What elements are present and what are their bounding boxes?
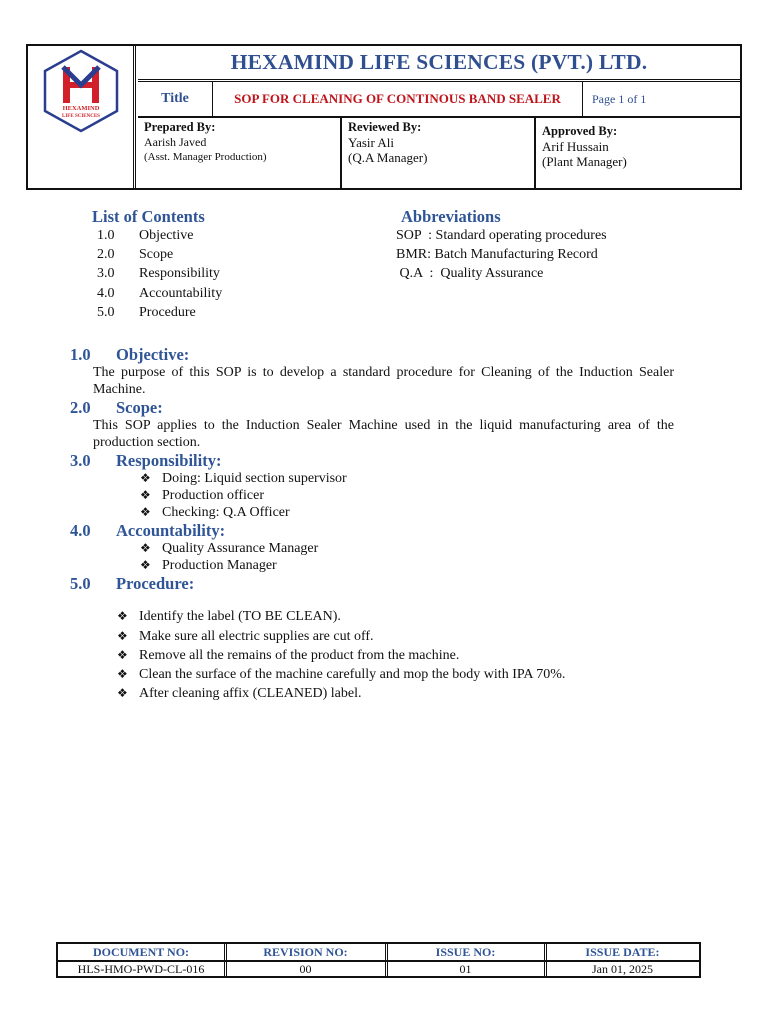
approved-by-name: Arif Hussain [542, 139, 609, 154]
diamond-bullet-icon: ❖ [140, 488, 151, 502]
approved-by-designation: (Plant Manager) [542, 154, 627, 169]
toc-number: 1.0 [97, 228, 115, 243]
signatories-row [138, 118, 740, 188]
responsibility-item [140, 487, 264, 504]
reviewed-by-cell [342, 118, 536, 188]
toc-item [97, 286, 222, 302]
diamond-bullet-icon: ❖ [140, 505, 151, 519]
abbreviations-heading: Abbreviations [401, 207, 501, 226]
diamond-bullet-icon: ❖ [117, 686, 128, 700]
toc-number: 5.0 [97, 305, 115, 320]
toc-label: Accountability [139, 286, 223, 301]
section-number: 2.0 [70, 398, 91, 417]
section-number: 1.0 [70, 345, 91, 364]
issue-date-header: ISSUE DATE: [585, 944, 660, 959]
accountability-item [140, 540, 318, 557]
procedure-step [117, 647, 459, 664]
section-number: 4.0 [70, 521, 91, 540]
list-item-text: Make sure all electric supplies are cut off. [139, 629, 374, 644]
toc-item [97, 228, 193, 244]
toc-item [97, 247, 173, 263]
scope-text: This SOP applies to the Induction Sealer Machine used in the liquid manufacturing area of the production section. [93, 418, 674, 450]
reviewed-by-label: Reviewed By: [348, 120, 422, 134]
section-number: 5.0 [70, 574, 91, 593]
procedure-step [117, 628, 374, 645]
toc-item [97, 305, 196, 321]
list-item-text: Quality Assurance Manager [162, 541, 319, 556]
revision-no-header: REVISION NO: [263, 944, 348, 959]
company-logo [39, 49, 123, 133]
section-heading-objective: Objective: [116, 345, 190, 364]
section-heading-accountability: Accountability: [116, 521, 226, 540]
approved-by-cell [536, 118, 740, 188]
logo-cell [28, 46, 136, 188]
abbreviation-item: SOP : Standard operating procedures [396, 228, 607, 243]
toc-label: Procedure [139, 305, 196, 320]
approved-by-label: Approved By: [542, 124, 618, 138]
contents-heading: List of Contents [92, 207, 205, 226]
doc-no-header: DOCUMENT NO: [92, 944, 190, 959]
toc-number: 3.0 [97, 266, 115, 281]
diamond-bullet-icon: ❖ [117, 609, 128, 623]
issue-no-value: 01 [459, 961, 472, 976]
accountability-item [140, 557, 277, 574]
section-heading-procedure: Procedure: [116, 574, 195, 593]
toc-number: 4.0 [97, 286, 115, 301]
title-row [138, 82, 740, 118]
diamond-bullet-icon: ❖ [117, 667, 128, 681]
list-item-text: After cleaning affix (CLEANED) label. [139, 686, 362, 701]
prepared-by-designation: (Asst. Manager Production) [144, 151, 267, 163]
list-item-text: Clean the surface of the machine carefully and mop the body with IPA 70%. [139, 667, 566, 682]
section-number: 3.0 [70, 451, 91, 470]
procedure-step [117, 666, 565, 683]
sop-title: SOP FOR CLEANING OF CONTINOUS BAND SEALER [213, 82, 583, 116]
diamond-bullet-icon: ❖ [117, 648, 128, 662]
revision-no-value: 00 [299, 961, 312, 976]
objective-text: The purpose of this SOP is to develop a standard procedure for Cleaning of the Induction Sealer Machine. [93, 365, 674, 397]
reviewed-by-designation: (Q.A Manager) [348, 150, 428, 165]
list-item-text: Identify the label (TO BE CLEAN). [139, 609, 341, 624]
svg-text:HEXAMIND: HEXAMIND [62, 105, 100, 112]
diamond-bullet-icon: ❖ [140, 471, 151, 485]
issue-date-value: Jan 01, 2025 [592, 961, 653, 976]
diamond-bullet-icon: ❖ [140, 541, 151, 555]
responsibility-item [140, 470, 347, 487]
procedure-step [117, 608, 341, 625]
list-item-text: Doing: Liquid section supervisor [162, 471, 347, 486]
list-item-text: Remove all the remains of the product from the machine. [139, 648, 460, 663]
doc-no-value: HLS-HMO-PWD-CL-016 [77, 961, 205, 976]
diamond-bullet-icon: ❖ [140, 558, 151, 572]
company-name: HEXAMIND LIFE SCIENCES (PVT.) LTD. [138, 46, 740, 82]
reviewed-by-name: Yasir Ali [348, 135, 395, 150]
abbreviation-item: BMR: Batch Manufacturing Record [396, 247, 598, 262]
document-header [26, 44, 742, 190]
prepared-by-cell [138, 118, 342, 188]
toc-item [97, 266, 220, 282]
prepared-by-label: Prepared By: [144, 120, 216, 134]
toc-label: Responsibility [139, 266, 220, 281]
page-number: Page 1 of 1 [592, 91, 647, 106]
issue-no-header: ISSUE NO: [435, 944, 496, 959]
procedure-step [117, 685, 362, 702]
toc-label: Scope [139, 247, 174, 262]
abbreviation-item: Q.A : Quality Assurance [396, 266, 544, 281]
toc-label: Objective [139, 228, 194, 243]
list-item-text: Production Manager [162, 558, 277, 573]
prepared-by-name: Aarish Javed [144, 135, 207, 149]
section-heading-scope: Scope: [116, 398, 163, 417]
diamond-bullet-icon: ❖ [117, 629, 128, 643]
toc-number: 2.0 [97, 247, 115, 262]
list-item-text: Production officer [162, 488, 264, 503]
list-item-text: Checking: Q.A Officer [162, 505, 290, 520]
section-heading-responsibility: Responsibility: [116, 451, 222, 470]
document-control-table [56, 942, 701, 978]
svg-text:LIFE SCIENCES: LIFE SCIENCES [62, 114, 100, 119]
responsibility-item [140, 504, 290, 521]
hexamind-logo-icon [39, 49, 123, 133]
title-label: Title [138, 82, 213, 116]
